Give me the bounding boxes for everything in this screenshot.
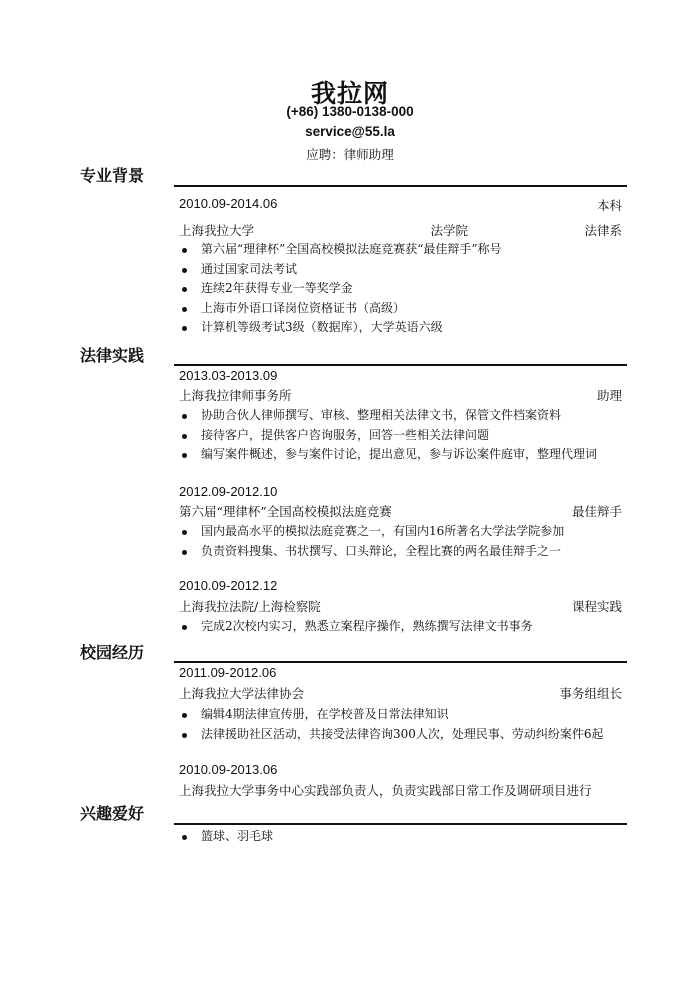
- email-address[interactable]: service@55.la: [305, 124, 395, 139]
- entry-header: [179, 502, 622, 520]
- entry-bullets: [179, 522, 564, 561]
- section-divider: [174, 364, 627, 366]
- list-item: 法律援助社区活动，共接受法律咨询300人次，处理民事、劳动纠纷案件6起: [179, 725, 604, 745]
- major-name: 法律系: [584, 223, 622, 238]
- education-bullets: [179, 240, 502, 338]
- list-item: 上海市外语口译岗位资格证书（高级）: [179, 299, 502, 319]
- list-item: 连续2年获得专业一等奖学金: [179, 279, 502, 299]
- education-row: [179, 221, 622, 239]
- entry-header: [179, 684, 622, 702]
- section-divider: [174, 661, 627, 663]
- apply-position: 应聘：律师助理: [306, 147, 394, 162]
- org-name: 上海我拉法院/上海检察院: [179, 599, 321, 614]
- list-item: 接待客户，提供客户咨询服务，回答一些相关法律问题: [179, 426, 597, 446]
- list-item: 篮球、羽毛球: [179, 827, 273, 847]
- entry-bullets: [179, 705, 604, 744]
- role-name: 课程实践: [571, 599, 622, 614]
- list-item: 协助合伙人律师撰写、审核、整理相关法律文书，保管文件档案资料: [179, 406, 597, 426]
- org-name: 上海我拉大学法律协会: [179, 686, 305, 701]
- section-title-education: 专业背景: [80, 166, 145, 185]
- entry-header: [179, 386, 622, 404]
- phone-number: (+86) 1380-0138-000: [286, 104, 414, 119]
- entry-date: 2011.09-2012.06: [179, 665, 277, 680]
- entry-date: 2010.09-2013.06: [179, 762, 278, 777]
- degree-label: 本科: [596, 198, 622, 213]
- section-title-hobbies: 兴趣爱好: [80, 804, 145, 823]
- entry-header: [179, 597, 622, 615]
- role-name: 最佳辩手: [571, 504, 622, 519]
- role-name: 助理: [596, 388, 622, 403]
- entry-date: 2010.09-2014.06: [179, 196, 278, 211]
- entry-bullets: [179, 617, 533, 637]
- role-name: 事务组组长: [559, 686, 622, 701]
- school-name: 上海我拉大学: [179, 223, 255, 238]
- list-item: 计算机等级考试3级（数据库），大学英语六级: [179, 318, 502, 338]
- college-name: 法学院: [430, 223, 468, 238]
- list-item: 负责资料搜集、书状撰写、口头辩论，全程比赛的两名最佳辩手之一: [179, 542, 564, 562]
- entry-date: 2010.09-2012.12: [179, 578, 278, 593]
- section-title-practice: 法律实践: [80, 346, 145, 365]
- section-divider: [174, 823, 627, 825]
- list-item: 国内最高水平的模拟法庭竞赛之一，有国内16所著名大学法学院参加: [179, 522, 564, 542]
- entry-bullets: [179, 406, 597, 465]
- list-item: 编辑4期法律宣传册，在学校普及日常法律知识: [179, 705, 604, 725]
- entry-date: 2013.03-2013.09: [179, 368, 278, 383]
- section-divider: [174, 185, 627, 187]
- hobby-bullets: [179, 827, 273, 847]
- entry-header: [179, 781, 622, 799]
- org-name: 上海我拉律师事务所: [179, 388, 292, 403]
- resume-name: 我拉网: [310, 79, 389, 108]
- list-item: 完成2次校内实习，熟悉立案程序操作，熟练撰写法律文书事务: [179, 617, 533, 637]
- entry-date: 2012.09-2012.10: [179, 484, 278, 499]
- org-name: 上海我拉大学事务中心实践部负责人，负责实践部日常工作及调研项目进行: [179, 783, 592, 798]
- list-item: 编写案件概述，参与案件讨论，提出意见，参与诉讼案件庭审，整理代理词: [179, 445, 597, 465]
- list-item: 第六届“理律杯”全国高校模拟法庭竞赛获“最佳辩手”称号: [179, 240, 502, 260]
- section-title-campus: 校园经历: [80, 643, 145, 662]
- list-item: 通过国家司法考试: [179, 260, 502, 280]
- org-name: 第六届“理律杯”全国高校模拟法庭竞赛: [179, 504, 392, 519]
